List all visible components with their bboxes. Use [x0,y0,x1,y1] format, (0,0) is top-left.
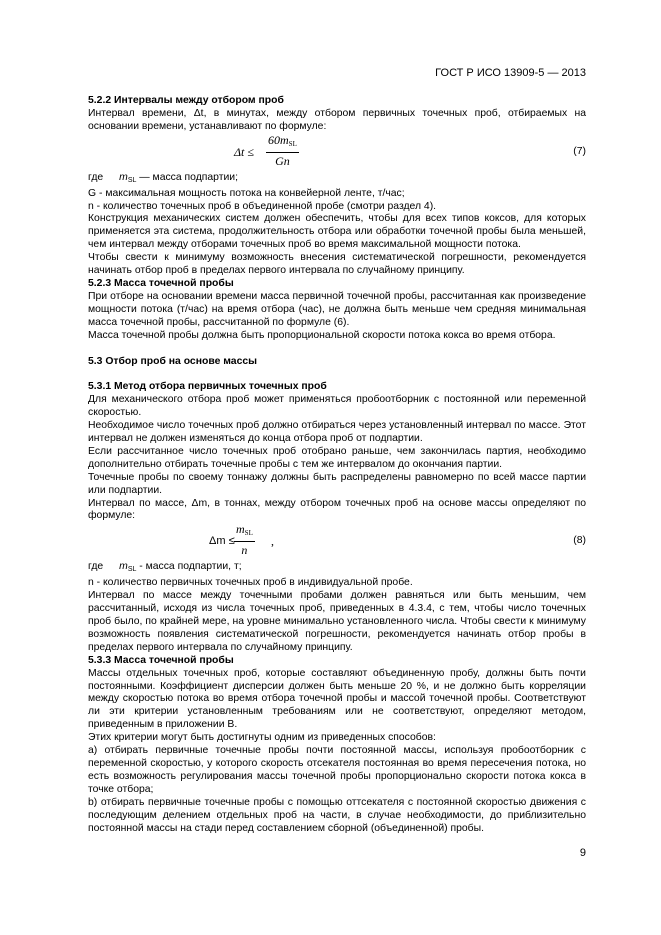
paragraph: Чтобы свести к минимуму возможность внесения систематической погрешности, рекомендуется начинать отбор проб в пределах первого интервала по случайному принципу. [88,252,586,277]
paragraph: Масса точечной пробы должна быть пропорциональной скорости потока кокса во время отбора. [88,329,556,341]
section-title-5-3-1: 5.3.1 Метод отбора первичных точечных проб [88,381,327,393]
formula-fraction: $60m_{SL}$ Gn [268,132,297,168]
formula-fraction: $m_{SL}$ n [236,522,253,558]
document-header: ГОСТ Р ИСО 13909-5 — 2013 [435,67,586,79]
paragraph: Массы отдельных точечных проб, которые составляют объединенную пробу, должны быть почти постоянными. Коэффициент дисперсии должен быть меньше 20 %, и не должно быть корреляции между скоростью потока во время отбора точечной пробы и массой точечной пробы. Соответствуют ли эти критерии установленным требованиям или не соответствуют, определяют методом, приведенным в приложении В. [88,667,586,731]
list-item-a: а) отбирать первичные точечные пробы почти постоянной массы, используя пробоотборник с переменной скоростью, у которого скорость отсекателя постоянная во время пересечения потока, но есть возможность регулирования массы точечной пробы пропорционально скорости потока кокса в точке отбора; [88,745,586,795]
paragraph: При отборе на основании времени масса первичной точечной пробы, рассчитанная как произведение мощности потока (т/час) на время отбора (час), не должна быть меньше чем средняя минимальная масса точечной пробы, рассчитанной по формуле (6). [88,290,586,328]
section-title-5-2-2: 5.2.2 Интервалы между отбором проб [88,95,284,106]
definition-n: n - количество точечных проб в объединенной пробе (смотри раздел 4). [88,200,437,212]
paragraph: Если рассчитанное число точечных проб отобрано раньше, чем закончилась партия, необходимо дополнительно отбирать точечные пробы с тем же интервалом до окончания партии. [88,445,586,470]
formula-8: Δm ≤ $m_{SL}$ n , (8) [209,522,586,558]
definition-msl: где $m_{SL}$ — масса подпартии; [88,171,238,184]
paragraph: Интервал по массе между точечными пробами должен равняться или быть меньшим, чем рассчитанный, исходя из числа точечных проб, приведенных в 4.3.4, с тем, чтобы число точечных проб было, по крайней мере, на уровне минимально установленного числа. Чтобы свести к минимуму возможность появления систематической погрешности, рекомендуется начинать отбор пробы в пределах первого интервала по случайному принципу. [88,590,586,653]
paragraph: Интервал по массе, Δm, в тоннах, между отбором точечных проб на основе массы определяют по формуле: [88,497,586,522]
page-number: 9 [579,847,586,859]
section-title-5-3-3: 5.3.3 Масса точечной пробы [88,654,234,666]
section-title-5-3: 5.3 Отбор проб на основе массы [88,355,258,367]
formula-7 [88,134,586,172]
paragraph: Конструкция механических систем должен обеспечить, чтобы для всех типов коксов, для которых применяется эта система, продолжительность отбора или обработки точечной пробы была меньшей, чем интервал между отборами точечных проб во время максимальной мощности потока. [88,213,586,251]
formula-number: (8) [573,535,586,547]
formula-lhs: Δt ≤ [234,144,254,159]
list-item-b: b) отбирать первичные точечные пробы с помощью оттсекателя с постоянной скоростью движения с последующим делением отдельных проб на части, в случае необходимости, до приблизительно постоянной массы на стади перед составлением сборной (объединенной) пробы. [88,796,586,834]
paragraph: Интервал времени, Δt, в минутах, между отбором первичных точечных проб, отбираемых на основании времени, устанавливают по формуле: [88,107,586,132]
section-title-5-2-3: 5.2.3 Масса точечной пробы [88,277,234,289]
paragraph: Этих критерии могут быть достигнуты одним из приведенных способов: [88,732,436,744]
formula-number: (7) [573,145,586,157]
paragraph: Необходимое число точечных проб должно отбираться через установленный интервал по массе. Этот интервал не должен изменяться до конца отбора проб от подпартии. [88,420,586,445]
paragraph: Точечные пробы по своему тоннажу должны быть распределены равномерно по всей массе партии или подпартии. [88,471,586,496]
definition-g: G - максимальная мощность потока на конвейерной ленте, т/час; [88,187,405,199]
definition-n: n - количество первичных точечных проб в индивидуальной пробе. [88,577,413,589]
paragraph: Для механического отбора проб может применяться пробоотборник с постоянной или переменной скоростью. [88,394,586,419]
formula-lhs: Δm ≤ [209,535,235,548]
definition-msl: где $m_{SL}$ - масса подпартии, т; [88,561,242,574]
document-body [88,95,586,835]
